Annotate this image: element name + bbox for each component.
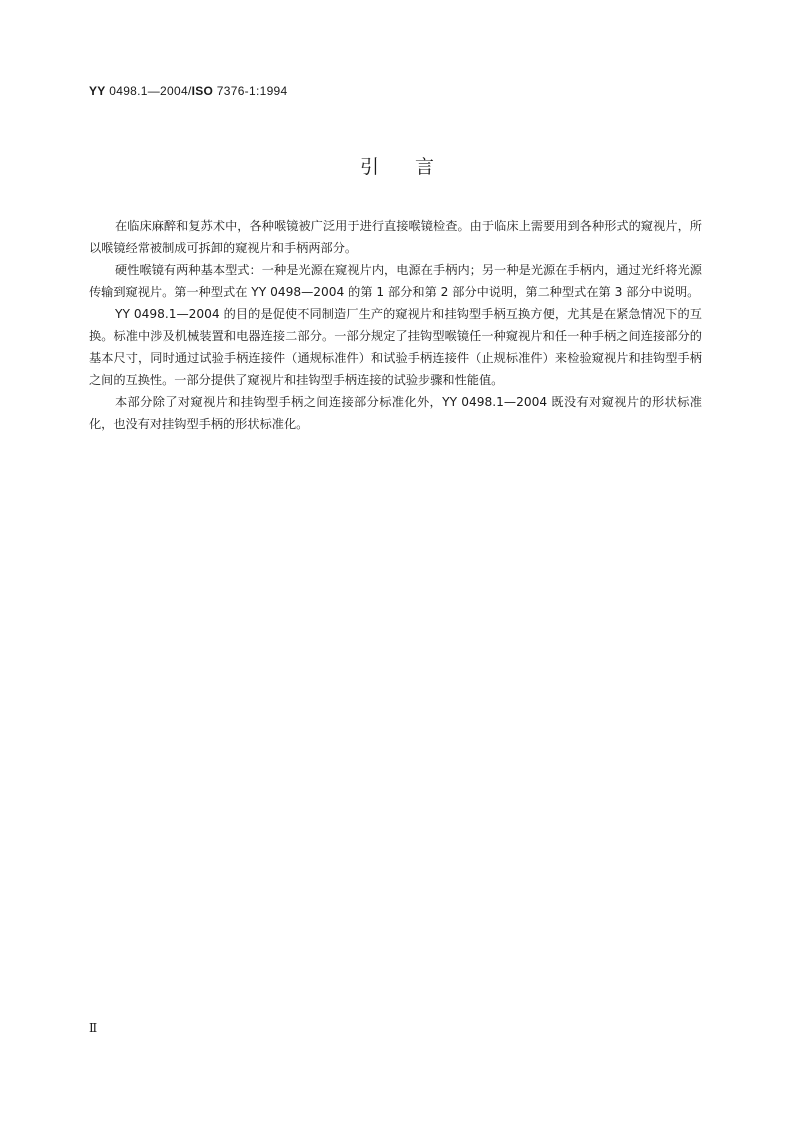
section-title: 引言 — [359, 156, 470, 178]
introduction-body — [89, 215, 702, 435]
paragraph-4: 本部分除了对窥视片和挂钩型手柄之间连接部分标准化外，YY 0498.1—2004 既没有对窥视片的形状标准化，也没有对挂钩型手柄的形状标准化。 — [89, 395, 702, 431]
iso-prefix: ISO — [191, 84, 214, 98]
standard-number-header — [89, 84, 288, 98]
page-number: Ⅱ — [89, 1021, 98, 1035]
yy-number: 0498.1—2004/ — [105, 84, 192, 98]
paragraph-2: 硬性喉镜有两种基本型式：一种是光源在窥视片内，电源在手柄内；另一种是光源在手柄内，通过光纤将光源传输到窥视片。第一种型式在 YY 0498—2004 的第 1 部分和第 2 部分中说明，第二种型式在第 3 部分中说明。 — [89, 263, 702, 299]
paragraph-3: YY 0498.1—2004 的目的是促使不同制造厂生产的窥视片和挂钩型手柄互换方便，尤其是在紧急情况下的互换。标准中涉及机械装置和电器连接二部分。一部分规定了挂钩型喉镜任一种窥视片和任一种手柄之间连接部分的基本尺寸，同时通过试验手柄连接件（通规标准件）和试验手柄连接件（止规标准件）来检验窥视片和挂钩型手柄之间的互换性。一部分提供了窥视片和挂钩型手柄连接的试验步骤和性能值。 — [89, 307, 702, 387]
yy-prefix: YY — [89, 84, 106, 98]
iso-number: 7376-1:1994 — [213, 84, 288, 98]
paragraph-1: 在临床麻醉和复苏术中，各种喉镜被广泛用于进行直接喉镜检查。由于临床上需要用到各种形式的窥视片，所以喉镜经常被制成可拆卸的窥视片和手柄两部分。 — [89, 219, 702, 255]
